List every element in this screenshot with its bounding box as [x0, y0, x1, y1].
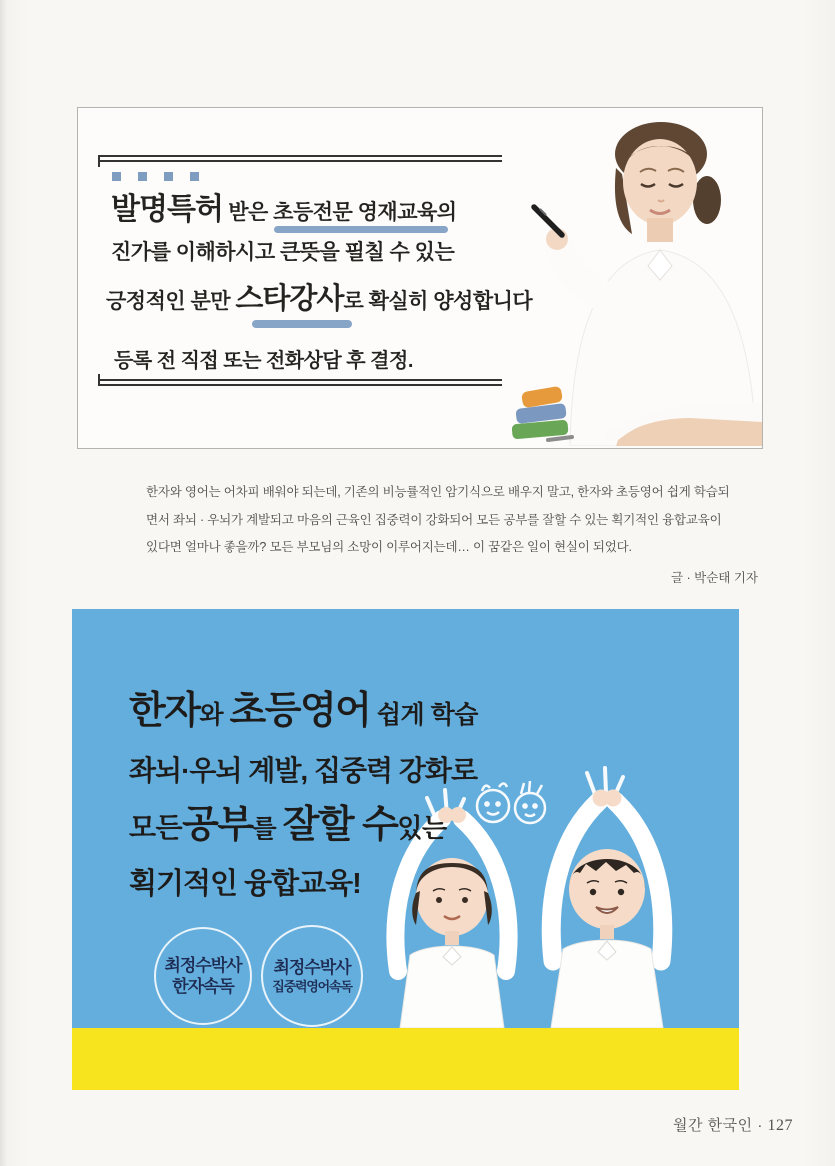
top-ad-headline-3: 긍정적인 분만 스타강사 로 확실히 양성합니다 [106, 276, 532, 317]
article-line: 면서 좌뇌 · 우뇌가 계발되고 마음의 근육인 집중력이 강화되어 모든 공부를 잘할 수 있는 획기적인 융합교육이 [146, 512, 722, 527]
bottom-ad-line-3: 모든 공부 를 잘할 수 있는 [129, 804, 447, 846]
accent-squares [112, 172, 199, 181]
face-doodles [477, 781, 545, 823]
bottom-ad-box [72, 609, 739, 1090]
article-line: 있다면 얼마나 좋을까? 모든 부모님의 소망이 이루어지는데… 이 꿈같은 일이 현실이 되었다. [146, 540, 632, 554]
boy-figure [551, 790, 663, 1029]
bottom-ad-line-1: 한자 와 초등영어 쉽게 학습 [129, 690, 478, 732]
badge-english-sokdok: 최정수박사 집중력영어속독 [261, 925, 363, 1027]
bottom-ad-line-2: 좌뇌·우뇌 계발, 집중력 강화로 [129, 755, 478, 786]
magazine-title: 월간 한국인 [673, 1117, 753, 1134]
underline-accent-2 [252, 320, 352, 328]
headline-strong: 스타강사 [235, 283, 344, 315]
underline-accent-1 [274, 226, 448, 233]
yellow-band [72, 1028, 739, 1090]
top-ad-box [77, 107, 763, 449]
top-ad-subline: 등록 전 직접 또는 전화상담 후 결정. [114, 350, 413, 372]
bottom-ad-line-4: 획기적인 융합교육! [129, 868, 361, 900]
badge-hanja-sokdok: 최정수박사 한자속독 [154, 927, 252, 1025]
top-double-rule [98, 155, 502, 162]
book-stack-photo [510, 380, 576, 446]
headline-strong: 발명특허 [111, 193, 223, 226]
page-number: 127 [767, 1117, 793, 1134]
article-byline: 글 · 박순태 기자 [670, 570, 758, 585]
article-paragraph [146, 479, 758, 586]
top-ad-headline-1: 발명특허 받은 초등전문 영재교육의 [111, 184, 457, 228]
article-line: 한자와 영어는 어차피 배워야 되는데, 기존의 비능률적인 암기식으로 배우지 말고, 한자와 초등영어 쉽게 학습되 [146, 485, 730, 499]
bottom-double-rule [98, 379, 502, 386]
top-ad-headline-2: 진가를 이해하시고 큰뜻을 필칠 수 있는 [111, 241, 455, 264]
page-footer [673, 1114, 793, 1135]
footer-separator: · [757, 1117, 763, 1134]
